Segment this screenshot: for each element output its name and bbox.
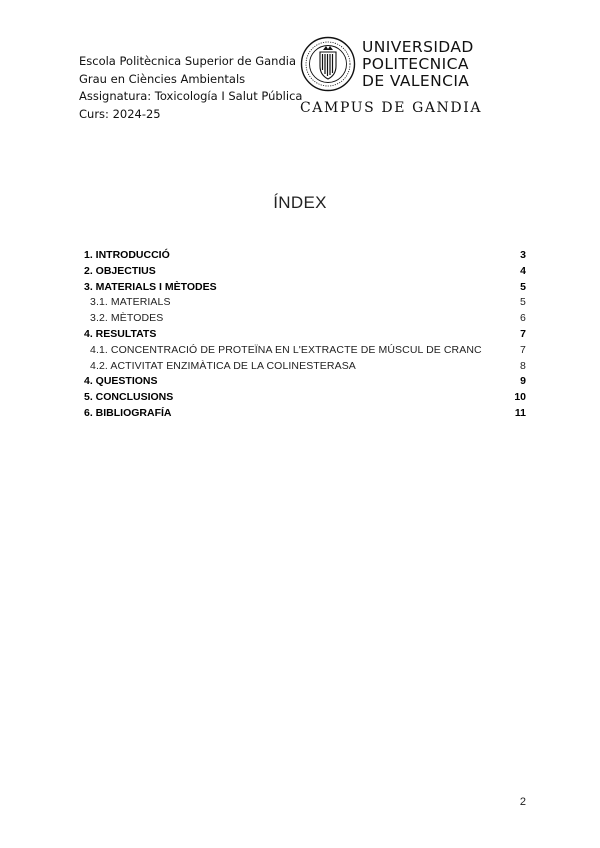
header-line-degree: Grau en Ciències Ambientals bbox=[79, 71, 246, 86]
toc-entry[interactable] bbox=[84, 327, 528, 343]
header-line-course: Curs: 2024-25 bbox=[79, 106, 161, 121]
university-name bbox=[362, 39, 474, 90]
toc-entry[interactable] bbox=[84, 248, 528, 264]
table-of-contents bbox=[84, 248, 528, 422]
toc-entry-page: 10 bbox=[514, 391, 526, 404]
toc-entry-label: 3. MATERIALS I MÈTODES bbox=[84, 280, 217, 293]
toc-entry-label: 3.2. MÈTODES bbox=[90, 312, 164, 325]
toc-entry-label: 4. QUESTIONS bbox=[84, 375, 158, 388]
toc-title: ÍNDEX bbox=[273, 193, 327, 212]
toc-entry-page: 8 bbox=[520, 359, 526, 372]
header-line-subject: Assignatura: Toxicología I Salut Pública bbox=[79, 89, 303, 103]
toc-entry-label: 4.2. ACTIVITAT ENZIMÀTICA DE LA COLINESTERASA bbox=[90, 359, 356, 372]
university-name-line-3: DE VALENCIA bbox=[362, 72, 470, 90]
page-number: 2 bbox=[519, 796, 526, 808]
toc-entry-label: 4.1. CONCENTRACIÓ DE PROTEÏNA EN L'EXTRACTE DE MÚSCUL DE CRANC bbox=[90, 343, 482, 356]
toc-entry-page: 3 bbox=[520, 249, 526, 261]
toc-subentry[interactable] bbox=[84, 295, 528, 311]
toc-entry-label: 4. RESULTATS bbox=[84, 327, 157, 340]
toc-entry-label: 3.1. MATERIALS bbox=[90, 296, 171, 309]
toc-entry[interactable] bbox=[84, 280, 528, 296]
university-seal-icon bbox=[300, 36, 356, 92]
document-header bbox=[79, 53, 302, 123]
toc-entry-label: 2. OBJECTIUS bbox=[84, 264, 156, 277]
toc-entry[interactable] bbox=[84, 264, 528, 280]
toc-subentry[interactable] bbox=[84, 359, 528, 375]
toc-entry-page: 5 bbox=[520, 296, 526, 309]
university-name-line-1: UNIVERSIDAD bbox=[362, 38, 474, 56]
toc-entry-page: 5 bbox=[520, 280, 526, 293]
header-line-school: Escola Politècnica Superior de Gandia bbox=[79, 54, 297, 68]
toc-subentry[interactable] bbox=[84, 311, 528, 327]
university-name-line-2: POLITECNICA bbox=[362, 55, 469, 73]
toc-entry[interactable] bbox=[84, 390, 528, 406]
toc-entry-page: 6 bbox=[520, 312, 526, 325]
toc-entry-label: 5. CONCLUSIONS bbox=[84, 391, 174, 404]
campus-name: CAMPUS DE GANDIA bbox=[300, 100, 483, 116]
toc-subentry[interactable] bbox=[84, 343, 528, 359]
toc-entry-label: 6. BIBLIOGRAFÍA bbox=[84, 406, 172, 419]
toc-entry-page: 7 bbox=[520, 343, 526, 356]
toc-entry-page: 4 bbox=[520, 264, 526, 277]
toc-entry[interactable] bbox=[84, 406, 528, 422]
university-logo bbox=[300, 36, 483, 120]
toc-entry-page: 9 bbox=[520, 375, 526, 388]
toc-entry-page: 11 bbox=[514, 406, 526, 419]
toc-entry-label: 1. INTRODUCCIÓ bbox=[84, 249, 170, 261]
toc-entry[interactable] bbox=[84, 374, 528, 390]
toc-entry-page: 7 bbox=[520, 327, 526, 340]
